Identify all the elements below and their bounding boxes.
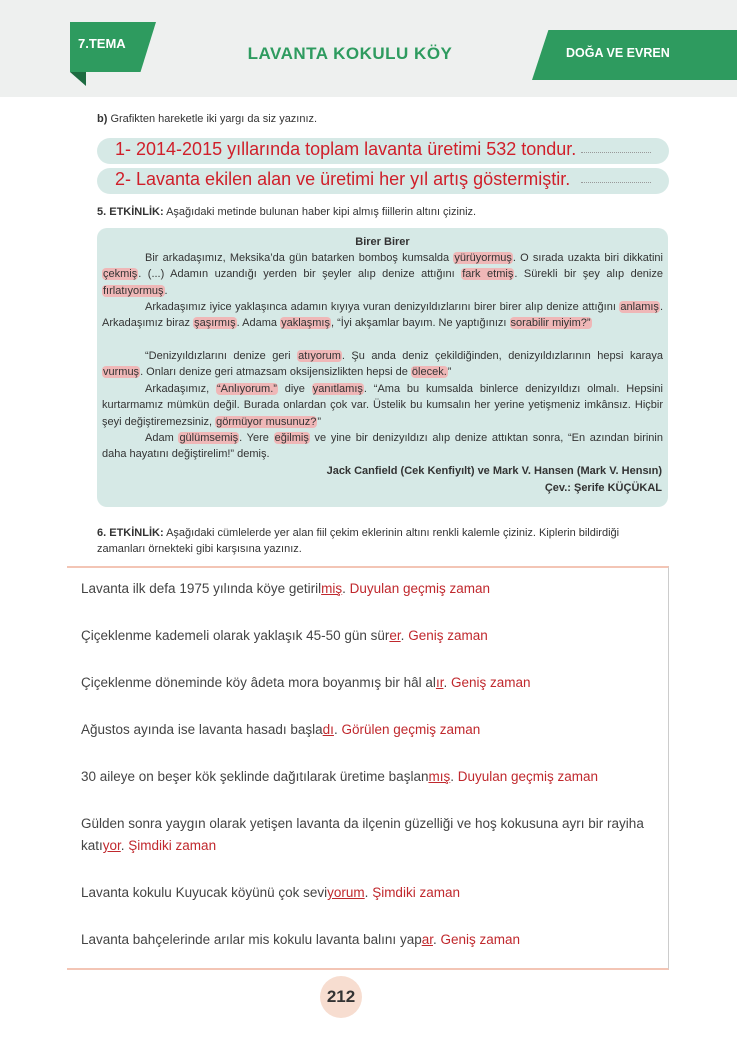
tense-answer: Görülen geçmiş zaman [341, 722, 481, 737]
part-b-text: Grafikten hareketle iki yargı da siz yazınız. [110, 113, 318, 125]
story-box [97, 228, 668, 507]
tema-badge-fold [70, 72, 86, 86]
section-label: DOĞA VE EVREN [566, 46, 670, 60]
page-header [0, 0, 737, 97]
tense-answer: Geniş zaman [450, 675, 531, 690]
sentence-row: Çiçeklenme kademeli olarak yaklaşık 45-50 gün sürer. Geniş zaman [81, 628, 488, 643]
highlighted-verb: atıyorum [298, 350, 341, 362]
part-b-instruction [97, 113, 317, 125]
tense-answer: Duyulan geçmiş zaman [457, 769, 599, 784]
tense-suffix: miş [321, 581, 343, 596]
story-paragraph-1: Bir arkadaşımız, Meksika’da gün batarken bomboş kumsalda yürüyormuş. O sırada uzakta biri dikkatini çekmiş. (...) Adamın uzandığı yerden bir şeyler alıp denize attığını fark etmiş. Sürekli bir şey alıp denize fırlatıyormuş. [103, 252, 663, 297]
story-paragraph-2: Arkadaşımız iyice yaklaşınca adamın kıyıya vuran denizyıldızlarını birer birer alıp denize attığını anlamış. Arkadaşımız biraz şaşırmış. Adama yaklaşmış, “İyi akşamlar bayım. Ne yaptığınızı sorabilir miyim?” [102, 301, 663, 330]
highlighted-verb: vurmuş [103, 366, 140, 379]
sentence-row: 30 aileye on beşer kök şeklinde dağıtılarak üretime başlanmış. Duyulan geçmiş zaman [81, 769, 599, 784]
sentence-row: Lavanta ilk defa 1975 yılında köye getirilmiş. Duyulan geçmiş zaman [81, 581, 490, 596]
tense-answer: Şimdiki zaman [372, 885, 460, 900]
etkinlik-5-instruction [97, 206, 476, 218]
story-author: Jack Canfield (Cek Kenfiyılt) ve Mark V. Hansen (Mark V. Hensın) [326, 465, 662, 477]
highlighted-verb: ölecek. [411, 366, 447, 379]
answer-box-2 [97, 168, 669, 194]
story-paragraph-4: Arkadaşımız, “Anlıyorum.” diye yanıtlamış. “Ama bu kumsalda binlerce denizyıldızı olmalı. Hepsini kurtarmamız mümkün değil. Burada onlardan çok var. Üstelik bu kumsalın her yerine yetişmeniz imkânsız. Hiçbir şeyi değiştiremezsiniz, görmüyor musunuz?” [102, 383, 663, 428]
highlighted-verb: yürüyormuş [454, 252, 512, 264]
dotted-line [581, 152, 651, 153]
page-title: LAVANTA KOKULU KÖY [247, 44, 453, 63]
tense-suffix: yor [102, 838, 121, 853]
highlighted-verb: eğilmiş [274, 432, 309, 444]
sentence-row: Gülden sonra yaygın olarak yetişen lavanta da ilçenin güzelliği ve hoş kokusuna ayrı bir rayiha katıyor. Şimdiki zaman [81, 816, 644, 853]
story-translator: Çev.: Şerife KÜÇÜKAL [544, 482, 662, 494]
sentence-row: Lavanta kokulu Kuyucak köyünü çok seviyorum. Şimdiki zaman [81, 885, 460, 900]
highlighted-verb: gülümsemiş [179, 432, 239, 444]
sentence-row: Lavanta bahçelerinde arılar mis kokulu lavanta balını yapar. Geniş zaman [81, 932, 521, 947]
answer-text-1: 1- 2014-2015 yıllarında toplam lavanta üretimi 532 tondur. [115, 139, 577, 159]
part-b-label: b) [97, 113, 108, 125]
story-paragraph-5: Adam gülümsemiş. Yere eğilmiş ve yine bir denizyıldızı alıp denize attıktan sonra, “En azından birinin daha hayatını değiştirelim!” demiş. [102, 432, 663, 461]
tense-answer: Geniş zaman [408, 628, 488, 643]
etkinlik-6-instruction [97, 525, 669, 557]
etkinlik-6-label: 6. ETKİNLİK: [97, 527, 164, 539]
highlighted-verb: sorabilir miyim?” [510, 317, 591, 330]
highlighted-verb: fırlatıyormuş [103, 284, 164, 297]
tense-suffix: mış [428, 769, 451, 784]
etkinlik-5-label: 5. ETKİNLİK: [97, 206, 164, 218]
dotted-line [581, 182, 651, 183]
page-number: 212 [320, 976, 362, 1018]
tense-suffix: ar [421, 932, 433, 947]
sentence-row: Ağustos ayında ise lavanta hasadı başladı. Görülen geçmiş zaman [81, 722, 481, 737]
highlighted-verb: fark etmiş [462, 268, 514, 281]
tense-answer: Şimdiki zaman [128, 838, 217, 853]
story-paragraph-3: “Denizyıldızlarını denize geri atıyorum. Şu anda deniz çekildiğinden, denizyıldızlarının hepsi karaya vurmuş. Onları denize geri atmazsam oksijensizlikten hepsi de ölecek.” [103, 350, 663, 379]
tema-label: 7.TEMA [78, 36, 126, 51]
highlighted-verb: yanıtlamış [312, 383, 363, 395]
highlighted-verb: anlamış [620, 301, 659, 313]
tense-suffix: er [389, 628, 401, 643]
tense-answer: Geniş zaman [440, 932, 521, 947]
etkinlik-5-text: Aşağıdaki metinde bulunan haber kipi almış fiillerin altını çiziniz. [166, 206, 477, 218]
highlighted-verb: “Anlıyorum.” [217, 383, 277, 395]
answer-text-2: 2- Lavanta ekilen alan ve üretimi her yıl artış göstermiştir. [115, 169, 571, 189]
tense-suffix: yorum [327, 885, 365, 900]
tense-answer: Duyulan geçmiş zaman [349, 581, 490, 596]
highlighted-verb: çekmiş [103, 268, 138, 281]
highlighted-verb: görmüyor musunuz? [216, 415, 317, 428]
story-title: Birer Birer [355, 236, 410, 248]
tense-suffix: dı [322, 722, 334, 737]
highlighted-verb: şaşırmış [194, 317, 236, 330]
answer-box-1 [97, 138, 669, 164]
tense-suffix: ır [435, 675, 444, 690]
sentence-row: Çiçeklenme döneminde köy âdeta mora boyanmış bir hâl alır. Geniş zaman [81, 675, 531, 690]
highlighted-verb: yaklaşmış [281, 317, 330, 330]
etkinlik-6-text: Aşağıdaki cümlelerde yer alan fiil çekim eklerinin altını renkli kalemle çiziniz. Kiplerin bildirdiği zamanları örnekteki gibi karşısına yazınız. [97, 527, 620, 555]
